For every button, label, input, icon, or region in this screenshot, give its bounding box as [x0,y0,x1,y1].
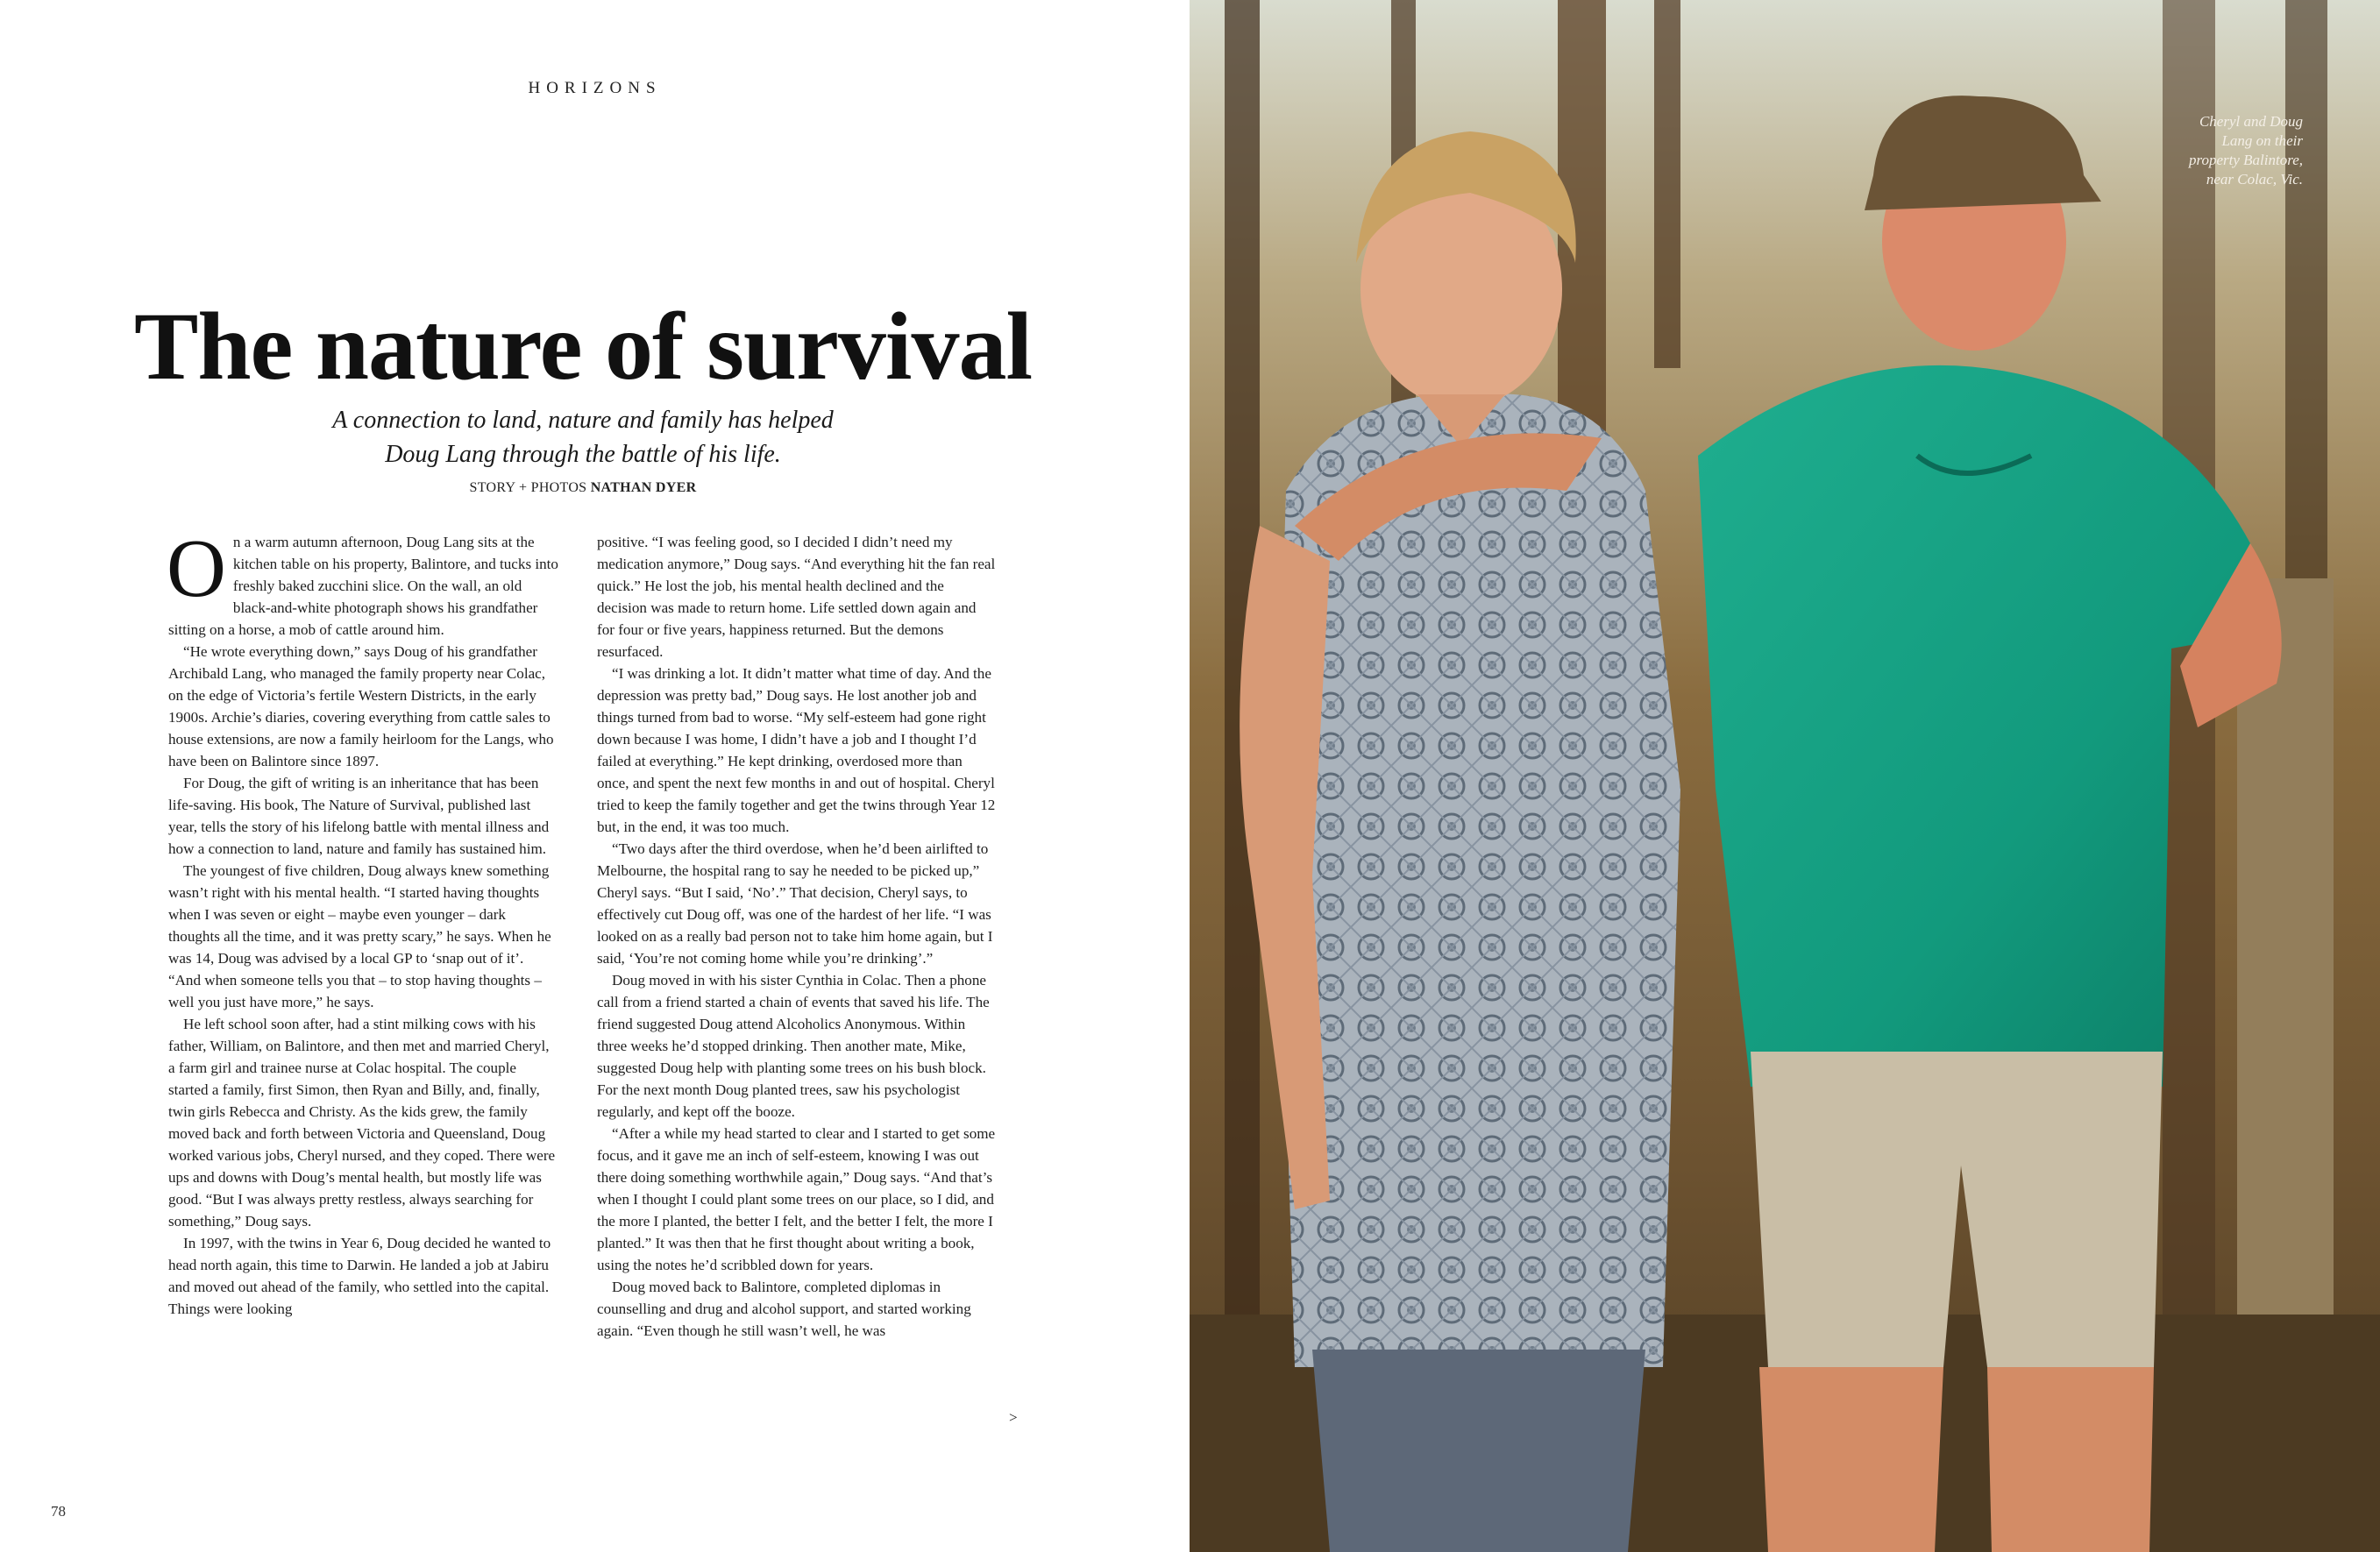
body-paragraph: Doug moved in with his sister Cynthia in Colac. Then a phone call from a friend started a chain of events that saved his life. The friend suggested Doug attend Alcoholics Anonymous. Within three weeks he’d stopped drinking. Then another mate, Mike, suggested Doug help with planting some trees on his bush block. For the next month Doug planted trees, saw his psychologist regularly, and kept off the booze. [597,972,990,1120]
paragraph-text: n a warm autumn afternoon, Doug Lang sits at the kitchen table on his property, Balintore, and tucks into freshly baked zucchini slice. On the wall, an old black-and-white photograph shows his grandfather sitting on a horse, a mob of cattle around him. [168,534,558,638]
body-paragraph: The youngest of five children, Doug always knew something wasn’t right with his mental health. “I started having thoughts when I was seven or eight – maybe even younger – dark thoughts all the time, and it was pretty scary,” he says. When he was 14, Doug was advised by a local GP to ‘snap out of it’. “And when someone tells you that – to stop having thoughts – well you just have more,” he says. [168,862,551,1010]
caption-line-1: Cheryl and Doug [2199,113,2303,130]
continue-arrow-icon: > [1009,1409,1018,1426]
body-paragraph: “He wrote everything down,” says Doug of his grandfather Archibald Lang, who managed the family property near Colac, on the edge of Victoria’s fertile Western Districts, in the early 1900s. Archie’s diaries, covering everything from cattle sales to house extensions, are now a family heirloom for the Langs, who have been on Balintore since 1897. [168,643,554,769]
body-paragraph: He left school soon after, had a stint milking cows with his father, William, on Balintore, and then met and married Cheryl, a farm girl and trainee nurse at Colac hospital. The couple started a family, first Simon, then Ryan and Billy, and, finally, twin girls Rebecca and Christy. As the kids grew, the family moved back and forth between Victoria and Queensland, Doug worked various jobs, Cheryl nursed, and they coped. There were ups and downs with Doug’s mental health, but mostly life was good. “But I was always pretty restless, always searching for something,” Doug says. [168,1016,556,1230]
portrait-illustration [1190,0,2380,1552]
byline [0,480,1166,496]
byline-author: NATHAN DYER [590,480,697,495]
standfirst-line-2: Doug Lang through the battle of his life. [385,441,781,468]
drop-cap: O [167,523,226,614]
caption-line-2: Lang on their [2221,132,2303,149]
body-paragraph [167,523,558,641]
section-label: HORIZONS [528,79,662,97]
body-paragraph: positive. “I was feeling good, so I decided I didn’t need my medication anymore,” Doug says. “And everything hit the fan real quick.” He lost the job, his mental health declined and the decision was made to return home. Life settled down again and for four or five years, happiness returned. But the demons resurfaced. [597,534,996,660]
page-number: 78 [51,1503,66,1520]
portrait-photo [1190,0,2380,1552]
body-paragraph: “After a while my head started to clear and I started to get some focus, and it gave me an inch of self-esteem, knowing I was out there doing something worthwhile again,” Doug says. “And that’s when I thought I could plant some trees on our place, so I did, and the more I planted, the better I felt, and the better I felt, the more I planted.” It was then that he first thought about writing a book, using the notes he’d scribbled down for years. [597,1125,996,1273]
body-paragraph: Doug moved back to Balintore, completed diplomas in counselling and drug and alcohol support, and started working again. “Even though he still wasn’t well, he was [597,1279,971,1339]
photo-caption [2075,112,2303,189]
article-title: The nature of survival [133,293,1033,400]
body-column-1 [167,523,558,1320]
article-standfirst [0,403,1166,471]
standfirst-line-1: A connection to land, nature and family has helped [332,407,834,434]
body-paragraph: “Two days after the third overdose, when he’d been airlifted to Melbourne, the hospital rang to say he needed to be picked up,” Cheryl says. “But I said, ‘No’.” That decision, Cheryl says, to effectively cut Doug off, was one of the hardest of her life. “I was looked on as a really bad person not to take him home again, but I said, ‘You’re not coming home while you’re drinking’.” [597,840,993,967]
body-column-2 [597,531,997,1342]
body-paragraph: “I was drinking a lot. It didn’t matter what time of day. And the depression was pretty bad,” Doug says. He lost another job and things turned from bad to worse. “My self-esteem had gone right down because I was home, I didn’t have a job and I thought I’d failed at everything.” He kept drinking, overdosed more than once, and spent the next few months in and out of hospital. Cheryl tried to keep the family together and get the twins through Year 12 but, in the end, it was too much. [597,665,996,835]
byline-prefix: STORY + PHOTOS [469,480,587,495]
body-paragraph: For Doug, the gift of writing is an inheritance that has been life-saving. His book, The Nature of Survival, published last year, tells the story of his lifelong battle with mental illness and how a connection to land, nature and family has sustained him. [168,775,550,857]
body-paragraph: In 1997, with the twins in Year 6, Doug decided he wanted to head north again, this time to Darwin. He landed a job at Jabiru and moved out ahead of the family, who settled into the capital. Things were looking [168,1235,551,1317]
caption-line-3: property Balintore, [2189,152,2303,168]
caption-line-4: near Colac, Vic. [2206,171,2303,188]
